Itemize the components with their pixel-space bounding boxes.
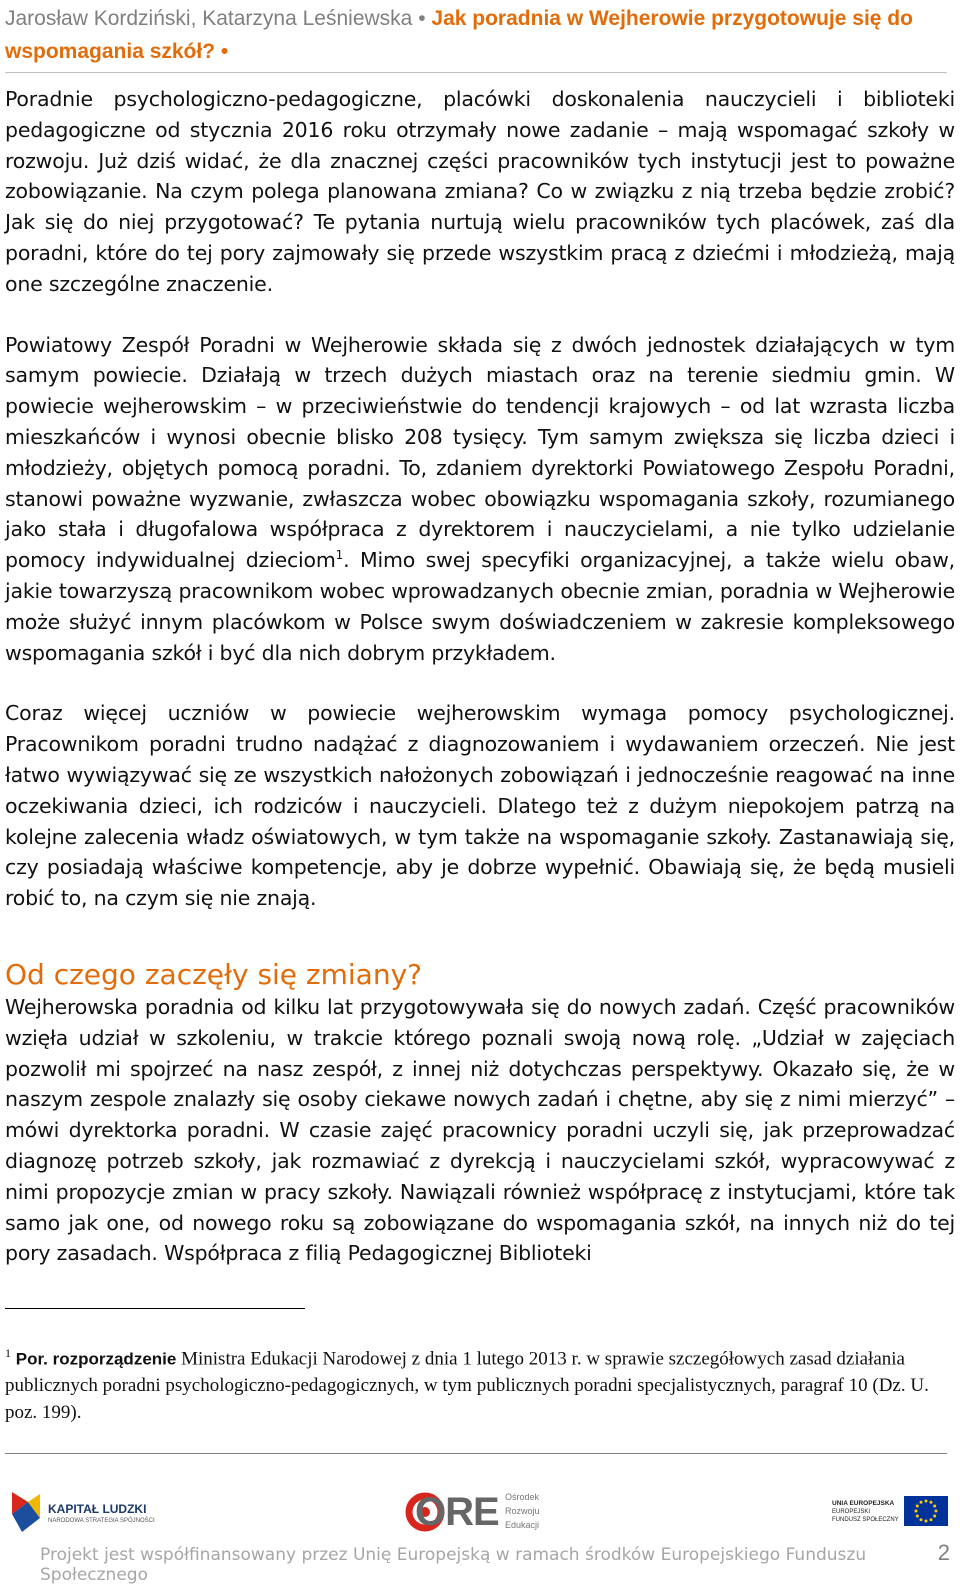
section-paragraph: Wejherowska poradnia od kilku lat przygotowywała się do nowych zadań. Część pracowników wzięła udział w szkoleniu, w trakcie którego poznali swoją nową rolę. „Udział w zajęciach pozwolił mi spojrzeć na nasz zespół, z innej niż dotychczas perspektywy. Okazało się, że w naszym zespole znalazły się osoby ciekawe nowych zadań i chętne, aby się z nimi mierzyć” – mówi dyrektorka poradni. W czasie zajęć pracownicy poradni uczyli się, jak przeprowadzać diagnozę potrzeb szkoły, jak rozmawiać z dyrekcją i nauczycielami szkół, wypracowywać z nimi propozycje zmian w pracy szkoły. Nawiązali również współpracę z instytucjami, które tak samo jak one, od nowego roku są zobowiązane do wspomagania szkół, na innych niż do tej pory zasadach. Współpraca z filią Pedagogicznej Biblioteki — [5, 994, 955, 1266]
ore-letters: ORE — [415, 1490, 499, 1534]
paragraph-2-tail: . Mimo swej specyfiki organizacyjnej, a także wielu obaw, jakie towarzyszą pracownikom wobec wprowadzanych obecnie zmian, poradnia w Wejherowie może służyć innym placówkom w Polsce swym doświadczeniem w zakresie kompleksowego wspomagania szkół i być dla nich dobrym przykładem. — [5, 548, 955, 665]
eu-line-3: FUNDUSZ SPOŁECZNY — [832, 1517, 899, 1523]
kapital-ludzki-subtext: NARODOWA STRATEGIA SPÓJNOŚCI — [48, 1518, 155, 1524]
paragraph-2 — [5, 330, 955, 669]
header-title: Jak poradnia w Wejherowie przygotowuje się do wspomagania szkół? — [5, 7, 913, 63]
header-authors: Jarosław Kordziński, Katarzyna Leśniewska — [5, 7, 413, 30]
paragraph-1: Poradnie psychologiczno-pedagogiczne, placówki doskonalenia nauczycieli i biblioteki pedagogiczne od stycznia 2016 roku otrzymały nowe zadanie – mają wspomagać szkoły w rozwoju. Już dziś widać, że dla znacznej części pracowników tych instytucji jest to poważne zobowiązanie. Na czym polega planowana zmiana? Co w związku z nią trzeba będzie zrobić? Jak się do niej przygotować? Te pytania nurtują wielu pracowników tych placówek, zaś dla poradni, które do tej pory zajmowały się przede wszystkim pracą z dziećmi i młodzieżą, mają one szczególne znaczenie. — [5, 87, 955, 296]
ore-line-2: Rozwoju — [505, 1506, 540, 1516]
article-body — [5, 84, 955, 1269]
page-number: 2 — [937, 1540, 950, 1565]
eu-line-2: EUROPEJSKI — [832, 1509, 871, 1515]
kapital-ludzki-text: KAPITAŁ LUDZKI — [48, 1502, 147, 1516]
header-bullet: • — [418, 7, 426, 30]
kapital-ludzki-logo — [8, 1488, 158, 1538]
footer-separator — [5, 1453, 947, 1454]
footer-cofinancing-text: Projekt jest współfinansowany przez Unię Europejską w ramach środków Europejskiego Funduszu Społecznego — [40, 1545, 867, 1585]
eu-flag-icon — [904, 1496, 948, 1526]
footnote-separator — [5, 1308, 305, 1309]
section-heading: Od czego zaczęły się zmiany? — [5, 957, 423, 991]
footnote-text: Ministra Edukacji Narodowej z dnia 1 lutego 2013 r. w sprawie szczegółowych zasad działania publicznych poradni psychologiczno-pedagogicznych, w tym publicznych poradni specjalistycznych, paragraf 10 (Dz. U. poz. 199). — [5, 1348, 929, 1424]
footnote-number: 1 — [5, 1346, 11, 1360]
eu-line-1: UNIA EUROPEJSKA — [832, 1500, 895, 1507]
footnote — [5, 1340, 950, 1426]
paragraph-3: Coraz więcej uczniów w powiecie wejherowskim wymaga pomocy psychologicznej. Pracownikom poradni trudno nadążać z diagnozowaniem i wydawaniem orzeczeń. Nie jest łatwo wywiązywać się ze wszystkich nałożonych zobowiązań i jednocześnie reagować na inne oczekiwania dzieci, ich rodziców i nauczycieli. Dlatego też z dużym niepokojem patrzą na kolejne zalecenia władz oświatowych, w tym także na wspomaganie szkoły. Zastanawiają się, czy posiadają właściwe kompetencje, aby je dobrze wypełnić. Obawiają się, że będą musieli robić to, na czym się nie znają. — [5, 701, 955, 911]
kapital-ludzki-icon — [8, 1488, 44, 1536]
footnote-bold: Por. rozporządzenie — [15, 1349, 177, 1369]
ore-logo — [405, 1490, 550, 1540]
running-header — [5, 2, 947, 73]
paragraph-2-main: Powiatowy Zespół Poradni w Wejherowie składa się z dwóch jednostek działających w tym samym powiecie. Działają w trzech dużych miastach oraz na terenie siedmiu gmin. W powiecie wejherowskim – w przeciwieństwie do tendencji krajowych – od lat wzrasta liczba mieszkańców i wynosi obecnie blisko 208 tysięcy. Tym samym zwiększa się liczba dzieci i młodzieży, objętych pomocą poradni. To, zdaniem dyrektorki Powiatowego Zespołu Poradni, stanowi poważne wyzwanie, zwłaszcza wobec obowiązku wspomagania szkoły, rozumianego jako stała i długofalowa współpraca z dyrektorem i nauczycielami, a nie tylko udzielanie pomocy indywidualnej dzieciom — [5, 332, 955, 573]
header-bullet-end: • — [220, 40, 229, 63]
ore-line-1: Ośrodek — [505, 1492, 540, 1502]
eu-logo — [832, 1496, 950, 1532]
footnote-ref: 1 — [335, 548, 344, 563]
footer-logos — [0, 1470, 960, 1540]
ore-line-3: Edukacji — [505, 1520, 540, 1530]
